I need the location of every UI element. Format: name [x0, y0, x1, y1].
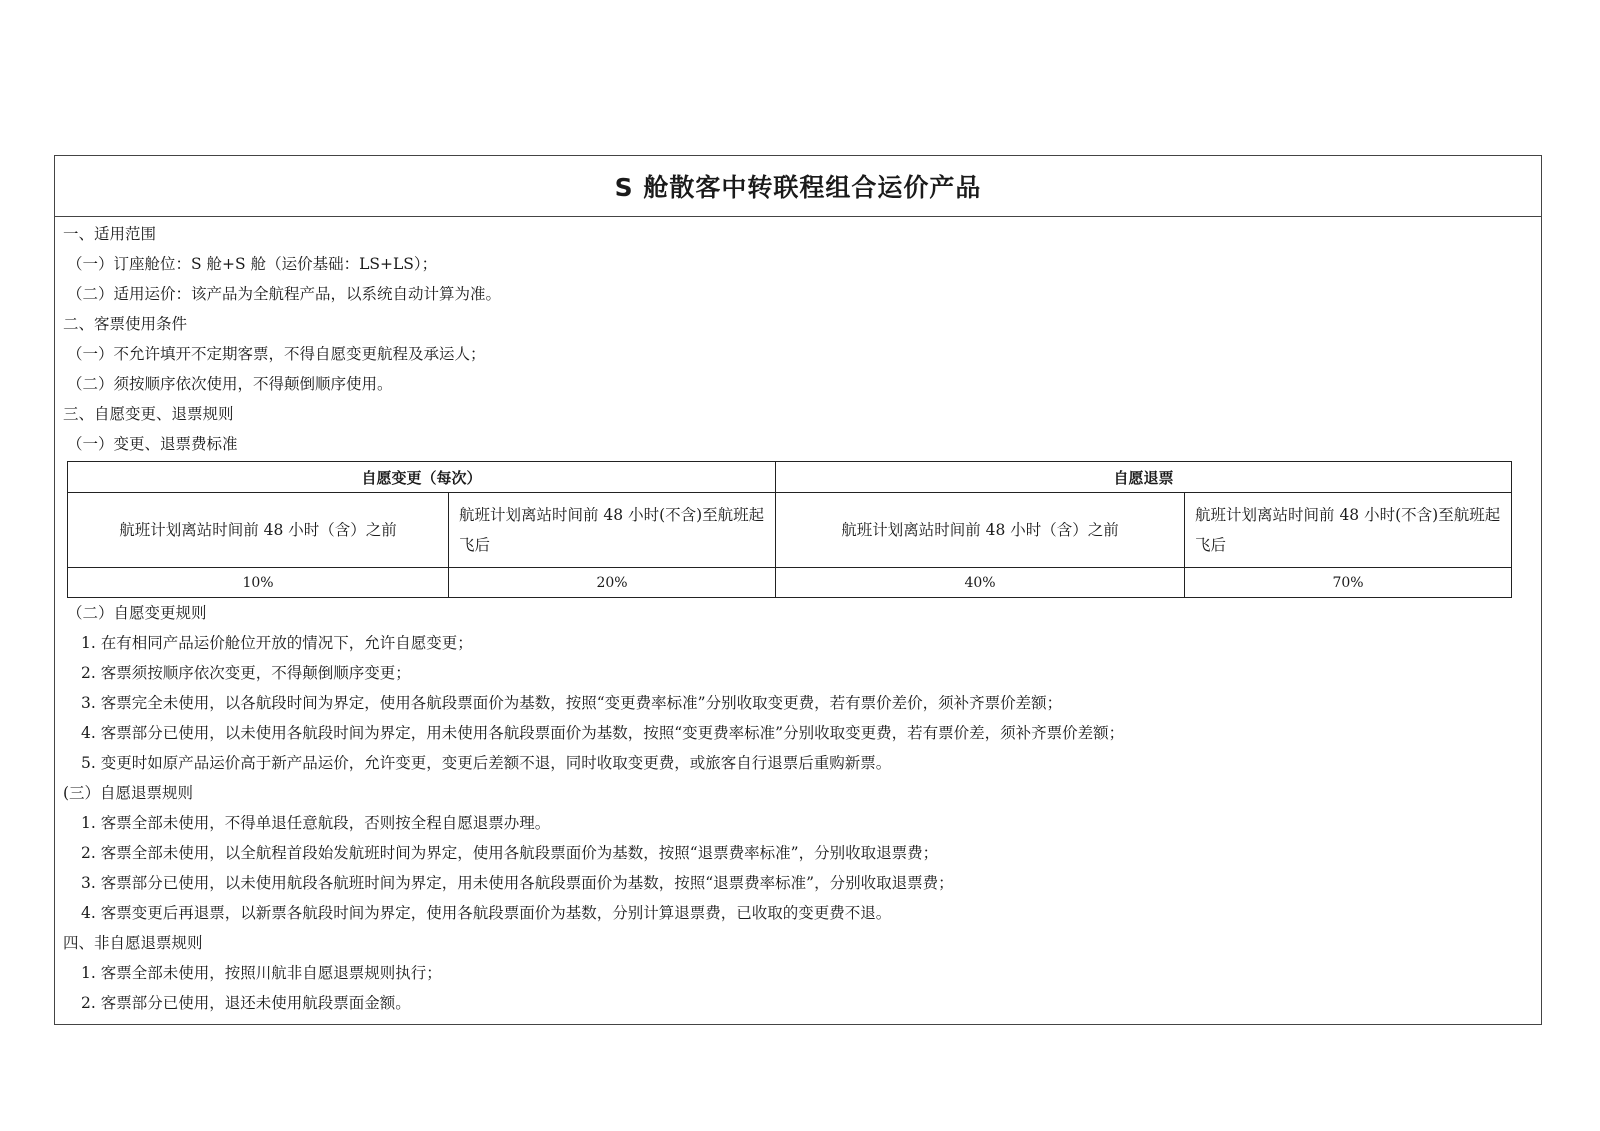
fee-table	[67, 461, 1512, 598]
rate-cell: 40%	[776, 568, 1185, 598]
condition-cell: 航班计划离站时间前 48 小时（含）之前	[776, 493, 1185, 568]
condition-cell: 航班计划离站时间前 48 小时（含）之前	[68, 493, 449, 568]
involuntary-rule: 2. 客票部分已使用，退还未使用航段票面金额。	[81, 994, 411, 1012]
change-rule: 4. 客票部分已使用，以未使用各航段时间为界定，用未使用各航段票面价为基数，按照“变更费率标准”分别收取变更费，若有票价差，须补齐票价差额；	[81, 724, 1125, 742]
title-row	[55, 156, 1541, 217]
involuntary-rule: 1. 客票全部未使用，按照川航非自愿退票规则执行；	[81, 964, 442, 982]
fee-table-condition-row	[68, 493, 1512, 568]
change-rule: 1. 在有相同产品运价舱位开放的情况下，允许自愿变更；	[81, 634, 473, 652]
fee-standard-heading: （一）变更、退票费标准	[67, 435, 238, 453]
condition-cell: 航班计划离站时间前 48 小时(不含)至航班起飞后	[449, 493, 776, 568]
page-title: S 舱散客中转联程组合运价产品	[614, 173, 982, 202]
fee-table-header-row	[68, 462, 1512, 493]
section-heading-scope: 一、适用范围	[63, 225, 157, 243]
change-rule: 2. 客票须按顺序依次变更，不得颠倒顺序变更；	[81, 664, 411, 682]
refund-rules-heading: (三）自愿退票规则	[63, 784, 194, 802]
fare-document	[54, 155, 1542, 1025]
rate-cell: 70%	[1185, 568, 1512, 598]
scope-item: （二）适用运价：该产品为全航程产品，以系统自动计算为准。	[67, 285, 502, 303]
usage-item: （一）不允许填开不定期客票，不得自愿变更航程及承运人；	[67, 345, 486, 363]
rate-cell: 10%	[68, 568, 449, 598]
fee-table-rate-row	[68, 568, 1512, 598]
scope-item: （一）订座舱位：S 舱+S 舱（运价基础：LS+LS）；	[67, 255, 438, 273]
refund-rule: 4. 客票变更后再退票，以新票各航段时间为界定，使用各航段票面价为基数，分别计算退票费，已收取的变更费不退。	[81, 904, 892, 922]
section-heading-usage: 二、客票使用条件	[63, 315, 188, 333]
rate-cell: 20%	[449, 568, 776, 598]
change-rule: 5. 变更时如原产品运价高于新产品运价，允许变更，变更后差额不退，同时收取变更费，或旅客自行退票后重购新票。	[81, 754, 892, 772]
refund-fee-header: 自愿退票	[776, 462, 1512, 493]
condition-cell: 航班计划离站时间前 48 小时(不含)至航班起飞后	[1185, 493, 1512, 568]
document-body	[55, 217, 1541, 1018]
refund-rule: 2. 客票全部未使用，以全航程首段始发航班时间为界定，使用各航段票面价为基数，按照“退票费率标准”，分别收取退票费；	[81, 844, 939, 862]
usage-item: （二）须按顺序依次使用，不得颠倒顺序使用。	[67, 375, 393, 393]
change-rule: 3. 客票完全未使用，以各航段时间为界定，使用各航段票面价为基数，按照“变更费率标准”分别收取变更费，若有票价差价，须补齐票价差额；	[81, 694, 1063, 712]
refund-rule: 3. 客票部分已使用，以未使用航段各航班时间为界定，用未使用各航段票面价为基数，按照“退票费率标准”，分别收取退票费；	[81, 874, 954, 892]
refund-rule: 1. 客票全部未使用，不得单退任意航段，否则按全程自愿退票办理。	[81, 814, 551, 832]
section-heading-involuntary: 四、非自愿退票规则	[63, 934, 203, 952]
change-rules-heading: （二）自愿变更规则	[67, 604, 207, 622]
section-heading-voluntary: 三、自愿变更、退票规则	[63, 405, 234, 423]
change-fee-header: 自愿变更（每次）	[68, 462, 776, 493]
